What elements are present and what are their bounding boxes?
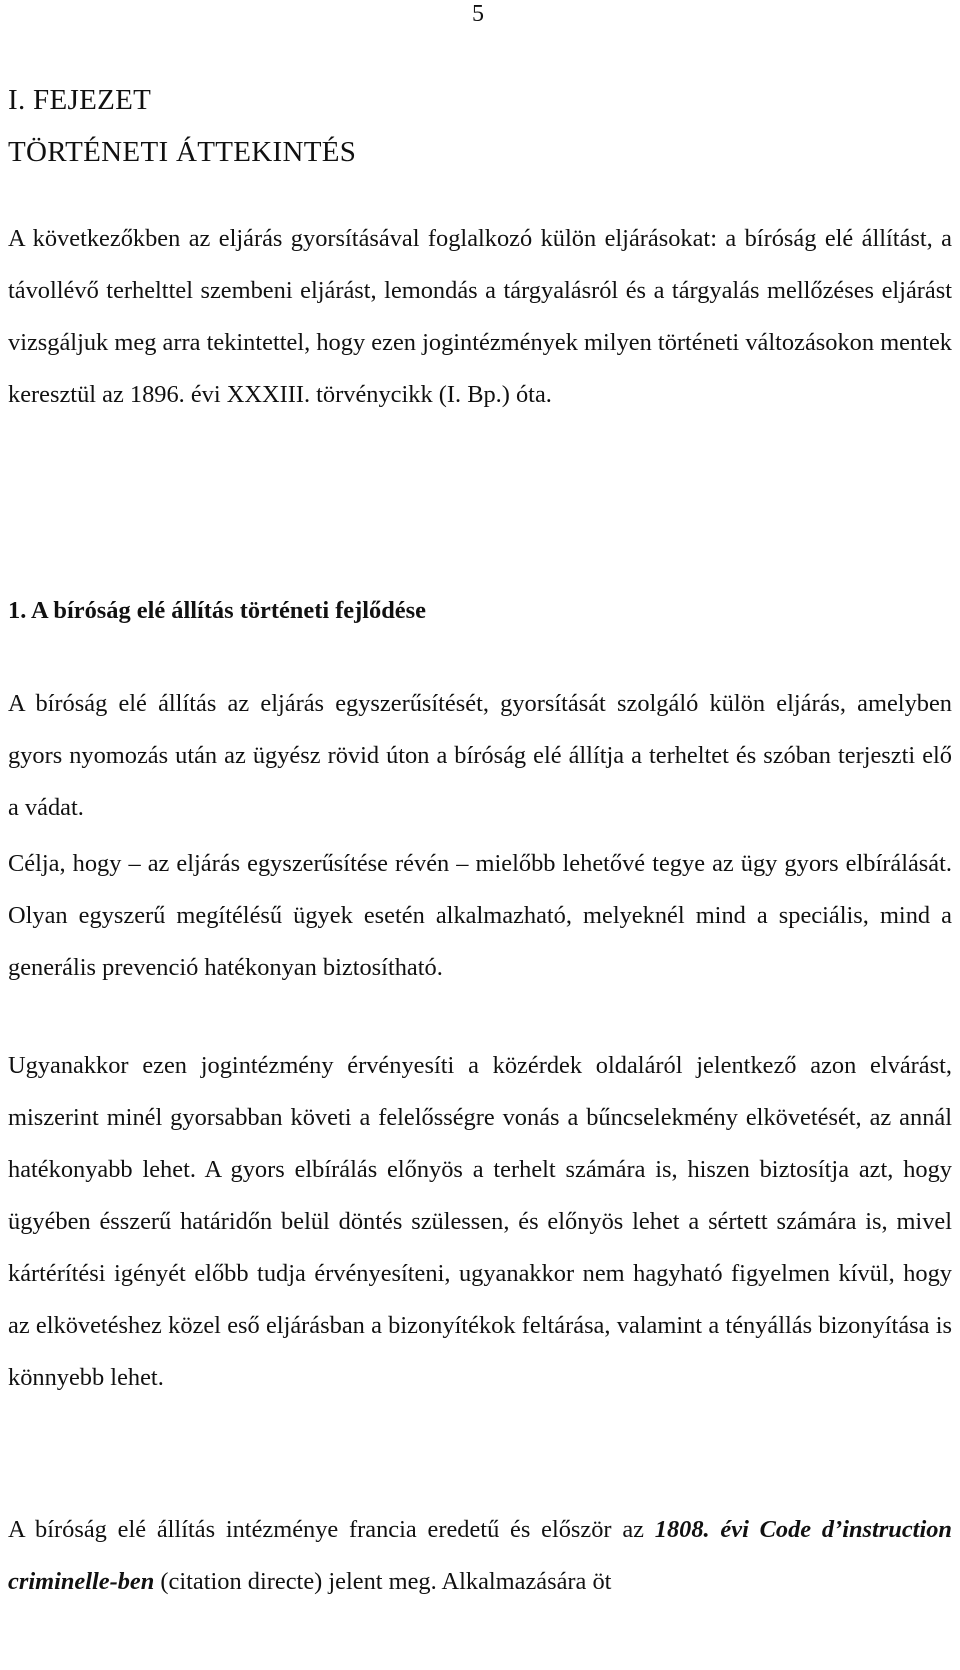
paragraph-public-interest: Ugyanakkor ezen jogintézmény érvényesíti a közérdek oldaláról jelentkező azon elvárást, miszerint minél gyorsabban követi a felelősségre vonás a bűncselekmény elkövetését, az annál hatékonyabb lehet. A gyors elbírálás előnyös a terhelt számára is, hiszen biztosítja azt, hogy ügyében ésszerű határidőn belül döntés szülessen, és előnyös lehet a sértett számára is, mivel kártérítési igényét előbb tudja érvényesíteni, ugyanakkor nem hagyható figyelmen kívül, hogy az elkövetéshez közel eső eljárásban a bizonyítékok feltárása, valamint a tényállás bizonyítása is könnyebb lehet. — [8, 1052, 952, 1391]
paragraph-purpose: Célja, hogy – az eljárás egyszerűsítése révén – mielőbb lehetővé tegye az ügy gyors elbírálását. Olyan egyszerű megítélésű ügyek esetén alkalmazható, melyeknél mind a speciális, mind a generális prevenció hatékonyan biztosítható. — [8, 850, 952, 981]
intro-paragraph: A következőkben az eljárás gyorsításával foglalkozó külön eljárásokat: a bíróság elé állítást, a távollévő terhelttel szembeni eljárást, lemondás a tárgyalásról és a tárgyalás mellőzéses eljárást vizsgáljuk meg arra tekintettel, hogy ezen jogintézmények milyen történeti változásokon mentek keresztül az 1896. évi XXXIII. törvénycikk (I. Bp.) óta. — [8, 225, 952, 408]
chapter-title: TÖRTÉNETI ÁTTEKINTÉS — [8, 136, 357, 168]
origin-text-start: A bíróság elé állítás intézménye francia eredetű és először az — [8, 1516, 655, 1543]
code-reference: 1808. évi Code d’instruction criminelle-ben — [8, 1516, 952, 1595]
paragraph-definition: A bíróság elé állítás az eljárás egyszerűsítését, gyorsítását szolgáló külön eljárás, amelyben gyors nyomozás után az ügyész rövid úton a bíróság elé állítja a terheltet és szóban terjeszti elő a vádat. — [8, 690, 952, 821]
chapter-label: I. FEJEZET — [8, 84, 152, 116]
page-number: 5 — [472, 1, 484, 27]
chapter-header — [8, 74, 356, 178]
paragraph-origin — [8, 1504, 952, 1608]
section-heading: 1. A bíróság elé állítás történeti fejlődése — [8, 597, 426, 624]
origin-text-end: (citation directe) jelent meg. Alkalmazására öt — [154, 1568, 612, 1595]
